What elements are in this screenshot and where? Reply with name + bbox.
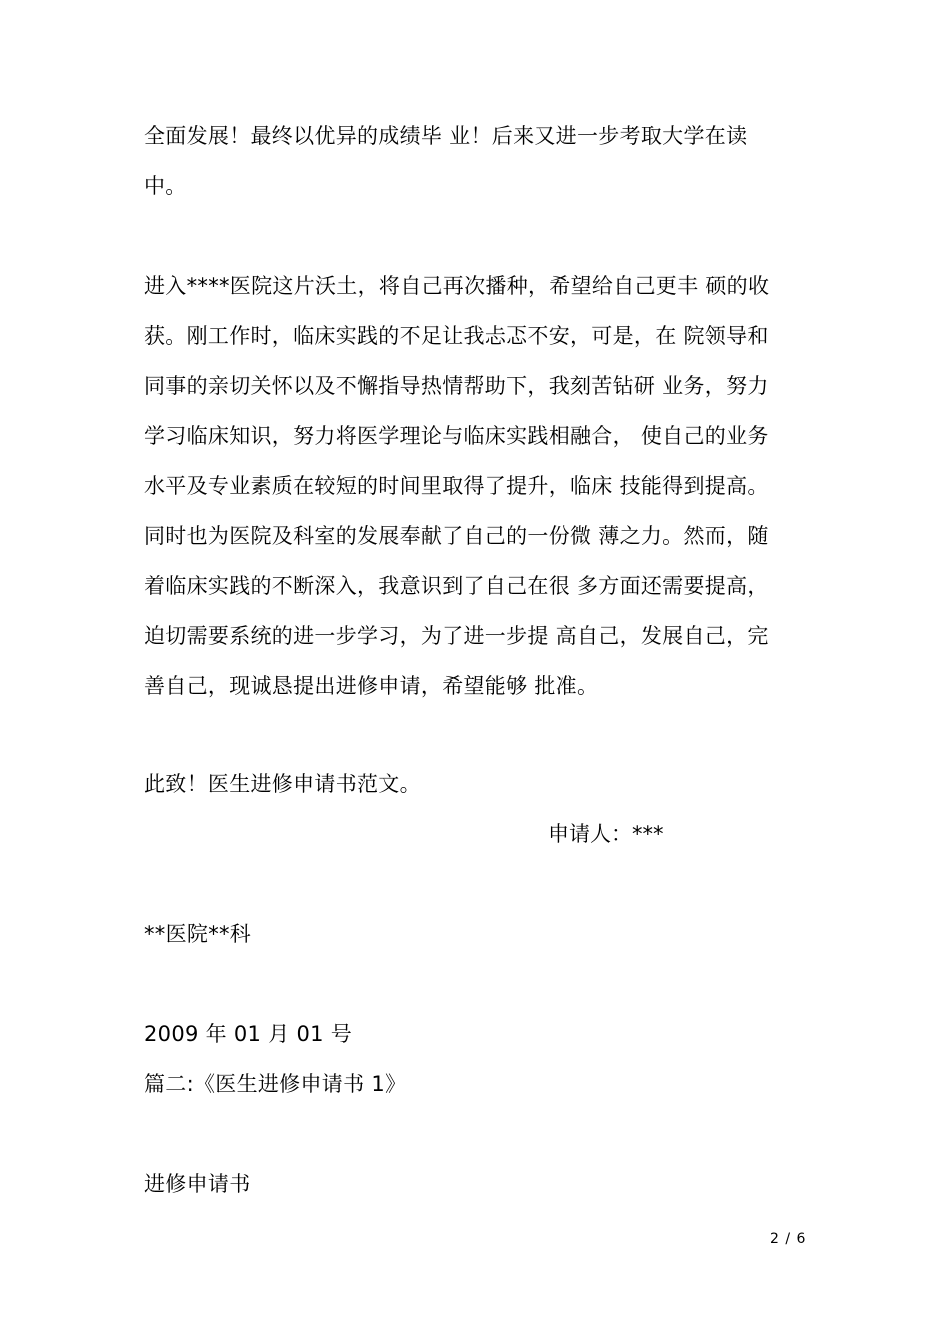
paragraph2-line-7: 着临床实践的不断深入，我意识到了自己在很 多方面还需要提高， xyxy=(144,574,769,598)
paragraph2-line-8: 迫切需要系统的进一步学习，为了进一步提 高自己，发展自己，完 xyxy=(144,624,769,648)
paragraph2-line-5: 水平及专业素质在较短的时间里取得了提升，临床 技能得到提高。 xyxy=(144,474,769,498)
section-heading: 篇二:《医生进修申请书 1》 xyxy=(144,1072,407,1096)
date-line: 2009 年 01 月 01 号 xyxy=(144,1022,353,1046)
paragraph2-line-1: 进入****医院这片沃土，将自己再次播种，希望给自己更丰 硕的收 xyxy=(144,274,770,298)
paragraph2-line-3: 同事的亲切关怀以及不懈指导热情帮助下，我刻苦钻研 业务，努力 xyxy=(144,374,769,398)
closing-line: 此致！医生进修申请书范文。 xyxy=(144,772,421,796)
paragraph1-line-1: 全面发展！最终以优异的成绩毕 业！后来又进一步考取大学在读 xyxy=(144,124,748,148)
subheading: 进修申请书 xyxy=(144,1172,251,1196)
page-number: 2 / 6 xyxy=(770,1231,807,1247)
paragraph1-line-2: 中。 xyxy=(144,174,187,198)
signer-line: 申请人：*** xyxy=(548,822,664,846)
paragraph2-line-9: 善自己，现诚恳提出进修申请，希望能够 批准。 xyxy=(144,674,599,698)
department-line: **医院**科 xyxy=(144,922,252,946)
paragraph2-line-4: 学习临床知识，努力将医学理论与临床实践相融合， 使自己的业务 xyxy=(144,424,769,448)
paragraph2-line-2: 获。刚工作时，临床实践的不足让我忐忑不安，可是，在 院领导和 xyxy=(144,324,769,348)
paragraph2-line-6: 同时也为医院及科室的发展奉献了自己的一份微 薄之力。然而，随 xyxy=(144,524,769,548)
